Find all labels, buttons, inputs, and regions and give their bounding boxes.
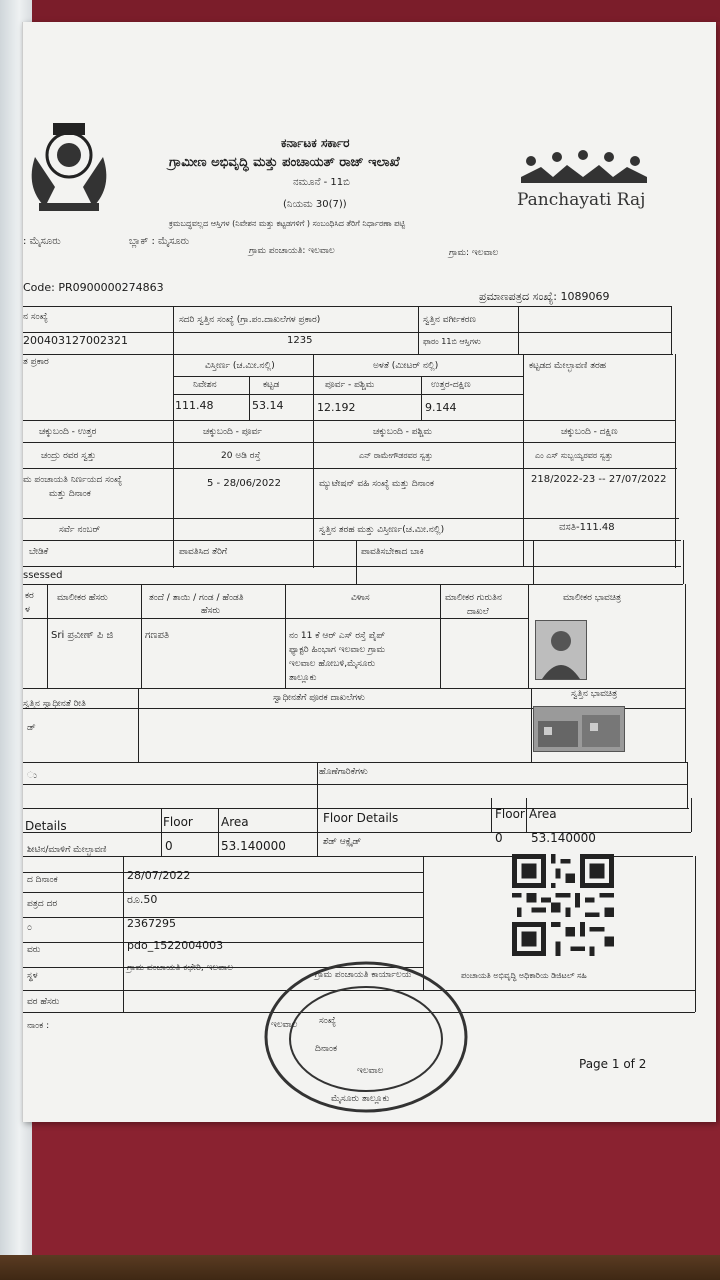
person-icon (536, 621, 586, 679)
seal-top-text: ಗ್ರಾಮ ಪಂಚಾಯತಿ ಕಾರ್ಯಾಲಯ (315, 970, 412, 980)
seal-date-label: ದಿನಾಂಕ (315, 1044, 338, 1054)
property-photo-label: ಸ್ವತ್ತಿನ ಭಾವಚಿತ್ರ (571, 689, 618, 699)
place-label: ಸ್ಥಳ (27, 971, 38, 981)
document-page (22, 22, 716, 1122)
form-number: ನಮೂನೆ - 11ಬಿ (293, 177, 350, 188)
seal-center-text: ಇಲವಾಲ (357, 1066, 384, 1076)
building-photo-icon (534, 707, 624, 751)
area-label: ವಿಸ್ತೀರ್ಣ (ಚ.ಮೀ.ನಲ್ಲಿ) (205, 361, 275, 371)
east-west-value: 12.192 (317, 401, 356, 414)
seal-bottom-text: ಮೈಸೂರು ತಾಲ್ಲೂಕು (331, 1094, 390, 1104)
floor-area-right: 53.140000 (531, 831, 596, 845)
property-id-value: 200403127002321 (23, 334, 128, 347)
seal-left-text: ಇಲವಾಲ (271, 1020, 298, 1030)
liabilities-label: ಹೊಣೆಗಾರಿಕೆಗಳು (319, 767, 368, 777)
owner-id-label-2: ದಾಖಲೆ (467, 607, 489, 617)
floor-details-label: Floor Details (323, 811, 399, 825)
sign-date-label: ನಾಂಕ : (27, 1021, 50, 1031)
owner-name-label: ಮಾಲೀಕರ ಹೆಸರು (57, 593, 108, 603)
owner-address-2: ಫ್ಯಾಕ್ಟರಿ ಹಿಂಭಾಗ ಇಲವಾಲ ಗ್ರಾಮ (289, 645, 386, 655)
wood-surface (0, 1255, 720, 1280)
state-title: ಕರ್ನಾಟಕ ಸರ್ಕಾರ (281, 136, 350, 150)
qr-code-number: Code: PR0900000274863 (23, 281, 164, 294)
qr-code-icon (512, 854, 614, 956)
measure-label: ಅಳತೆ (ಮೀಟರ್ ನಲ್ಲಿ) (373, 361, 439, 371)
site-area-value: 111.48 (175, 399, 214, 412)
digital-signature-label: ಪಂಚಾಯತಿ ಅಭಿವೃದ್ಧಿ ಅಧಿಕಾರಿಯ ಡಿಜಿಟಲ್ ಸಹಿ (461, 971, 587, 980)
owner-photo-label: ಮಾಲೀಕರ ಭಾವಚಿತ್ರ (563, 593, 622, 603)
rule-number: (ನಿಯಮ 30(7)) (283, 199, 347, 210)
south-boundary: ಎಂ ಎಸ್ ಸುಬ್ಬಯ್ಯರವರ ಸ್ವತ್ತು (535, 451, 613, 460)
survey-label: ಸರ್ವೆ ನಂಬರ್ (59, 525, 101, 535)
area-label-right: Area (529, 807, 557, 821)
floor-type-left: ಶೀಟಿನ/ಮಾಳಿಗೆ ಮೇಲ್ಛಾವಣಿ (27, 845, 107, 855)
officer-name-label: ವರ ಹೆಸರು (27, 997, 60, 1007)
property-type-label: ತ ಪ್ರಕಾರ (23, 357, 49, 367)
owner-father: ಗಣಪತಿ (145, 630, 170, 641)
floor-label-left: Floor (163, 815, 193, 829)
address-label: ವಿಳಾಸ (351, 593, 370, 603)
issue-date-label: ದ ದಿನಾಂಕ (27, 875, 58, 885)
roof-type-label: ಕಟ್ಟಡದ ಮೇಲ್ಛಾವಣಿ ತರಹ (529, 361, 606, 371)
site-label: ನಿವೇಶನ (193, 380, 217, 390)
floor-number-left: 0 (165, 839, 173, 853)
owner-name: Sri ಪ್ರವೀಣ್ ಪಿ ಜಿ (51, 630, 114, 641)
acquisition-mode-value: ಡ್ (27, 723, 36, 733)
floor-label-right: Floor (495, 807, 525, 821)
certificate-number: ಪ್ರಮಾಣಪತ್ರದ ಸಂಖ್ಯೆ: 1089069 (479, 290, 610, 303)
gram-panchayat: ಗ್ರಾಮ ಪಂಚಾಯತಿ: ಇಲವಾಲ (249, 246, 335, 256)
north-boundary: ಚಂದ್ರು ರವರ ಸ್ವತ್ತು (41, 451, 97, 461)
page-number: Page 1 of 2 (579, 1057, 647, 1071)
acquisition-mode-label: ಸ್ವತ್ತಿನ ಸ್ವಾಧೀನತೆ ರೀತಿ (23, 699, 86, 709)
relation-label: ತಂದೆ / ತಾಯಿ / ಗಂಡ / ಹೆಂಡತಿ (149, 593, 244, 603)
demand-label: ಬೇಡಿಕೆ (29, 547, 49, 557)
nature-label: ಸ್ವತ್ತಿನ ತರಹ ಮತ್ತು ವಿಸ್ತೀರ್ಣ(ಚ.ಮೀ.ನಲ್ಲಿ) (319, 525, 445, 535)
owner-photo (535, 620, 587, 680)
reference-label: ೦ (27, 923, 33, 933)
east-boundary: 20 ಅಡಿ ರಸ್ತೆ (221, 451, 261, 461)
west-boundary-label: ಚಕ್ಕುಬಂದಿ - ಪಶ್ಚಿಮ (373, 427, 432, 437)
department-title: ಗ್ರಾಮೀಣ ಅಭಿವೃದ್ಧಿ ಮತ್ತು ಪಂಚಾಯತ್ ರಾಜ್ ಇಲಾಖೆ (169, 155, 400, 170)
issued-by-value: pdo_1522004003 (127, 939, 224, 952)
mutation-value: 218/2022-23 -- 27/07/2022 (531, 474, 667, 485)
gp-resolution-label: ಮ ಪಂಚಾಯತಿ ನಿರ್ಣಯದ ಸಂಖ್ಯೆ (23, 475, 123, 485)
liabilities-left: ು (27, 771, 37, 781)
south-boundary-label: ಚಕ್ಕುಬಂದಿ - ದಕ್ಷಿಣ (561, 427, 618, 437)
west-boundary: ಎನ್ ರಾಮೇಗೌಡರವರ ಸ್ವತ್ತು (359, 451, 433, 460)
gp-resolution-label-2: ಮತ್ತು ದಿನಾಂಕ (49, 489, 91, 499)
acquisition-docs-label: ಸ್ವಾಧೀನತೆಗೆ ಪೂರಕ ದಾಖಲೆಗಳು (273, 693, 365, 703)
issued-by-label: ವರು (27, 945, 41, 955)
classification-label: ಸ್ವತ್ತಿನ ವರ್ಗೀಕರಣ (423, 315, 476, 325)
taluk: ಬ್ಲಾಕ್ : ಮೈಸೂರು (129, 236, 190, 247)
due-tax-label: ಪಾವತಿಸಬೇಕಾದ ಬಾಕಿ (361, 547, 424, 557)
serial-label: ಕರ (25, 591, 34, 601)
logo-text: Panchayati Raj (517, 190, 646, 210)
fee-value: ರೂ.50 (127, 893, 158, 906)
classification-value: ಫಾರಂ 11ಬಿ ಆಸ್ತಿಗಳು (423, 337, 481, 346)
sadar-value: 1235 (287, 335, 313, 346)
district: : ಮೈಸೂರು (23, 236, 61, 247)
owner-id-label: ಮಾಲೀಕರ ಗುರುತಿನ (445, 593, 502, 603)
panchayati-raj-logo (517, 147, 667, 212)
property-photo (533, 706, 625, 752)
seal-number-label: ಸಂಖ್ಯೆ (319, 1016, 336, 1026)
issue-date-value: 28/07/2022 (127, 869, 191, 882)
paid-tax-label: ಪಾವತಿಸಿದ ತೆರಿಗೆ (179, 547, 228, 557)
relation-label-2: ಹೆಸರು (201, 606, 220, 616)
sadar-label: ಸದರಿ ಸ್ವತ್ತಿನ ಸಂಖ್ಯೆ (ಗ್ರಾ.ಪಂ.ದಾಖಲೆಗಳ ಪ್ರಕಾರ) (179, 315, 321, 325)
north-boundary-label: ಚಕ್ಕುಬಂದಿ - ಉತ್ತರ (39, 427, 97, 437)
table-surface (0, 0, 720, 22)
form-description: ಕ್ರಮಬದ್ಧವಲ್ಲದ ಆಸ್ತಿಗಳ (ನಿವೇಶನ ಮತ್ತು ಕಟ್ಟಡಗಳಿಗೆ ) ಸಂಬಂಧಿಸಿದ ತೆರಿಗೆ ನಿರ್ಧಾರಣಾ ಪಟ್ಟಿ (169, 219, 406, 228)
panchayat-seal (261, 957, 471, 1117)
east-west-label: ಪೂರ್ವ - ಪಶ್ಚಿಮ (325, 380, 375, 390)
mutation-label: ಮ್ಯುಟೇಷನ್ ವಹಿ ಸಂಖ್ಯೆ ಮತ್ತು ದಿನಾಂಕ (319, 479, 434, 489)
north-south-value: 9.144 (425, 401, 457, 414)
karnataka-emblem-icon (25, 117, 113, 217)
fee-label: ಪತ್ರದ ದರ (27, 899, 58, 909)
details-label: Details (25, 819, 67, 833)
area-label-left: Area (221, 815, 249, 829)
serial-label-2: ಳ (25, 605, 30, 615)
property-id-label: ನ ಸಂಖ್ಯೆ (23, 312, 48, 322)
floor-type-right: ಶೆಡ್ ಆಕ್ಸೈಡ್ (323, 837, 362, 847)
floor-number-right: 0 (495, 831, 503, 845)
floor-area-left: 53.140000 (221, 839, 286, 853)
reference-value: 2367295 (127, 917, 176, 930)
east-boundary-label: ಚಕ್ಕುಬಂದಿ - ಪೂರ್ವ (203, 427, 262, 437)
building-label: ಕಟ್ಟಡ (263, 380, 280, 390)
gp-resolution-value: 5 - 28/06/2022 (207, 478, 281, 489)
owner-address-3: ಇಲವಾಲ ಹೋಬಳಿ,ಮೈಸೂರು (289, 659, 376, 669)
north-south-label: ಉತ್ತರ-ದಕ್ಷಿಣ (431, 380, 471, 390)
building-area-value: 53.14 (252, 399, 284, 412)
village: ಗ್ರಾಮ: ಇಲವಾಲ (449, 248, 499, 258)
assessed-text: ssessed (23, 570, 63, 581)
place-value: ಗ್ರಾಮ ಪಂಚಾಯತಿ ಕಛೇರಿ, ಇಲವಾಲ (127, 963, 234, 973)
owner-address-1: ನಂ 11 ಕೆ ಆರ್ ಎಸ್ ರಸ್ತೆ ಪೈಪ್ (289, 631, 386, 641)
owner-address-4: ತಾಲ್ಲೂಕು (289, 673, 317, 683)
nature-value: ವಸತಿ-111.48 (559, 522, 615, 533)
